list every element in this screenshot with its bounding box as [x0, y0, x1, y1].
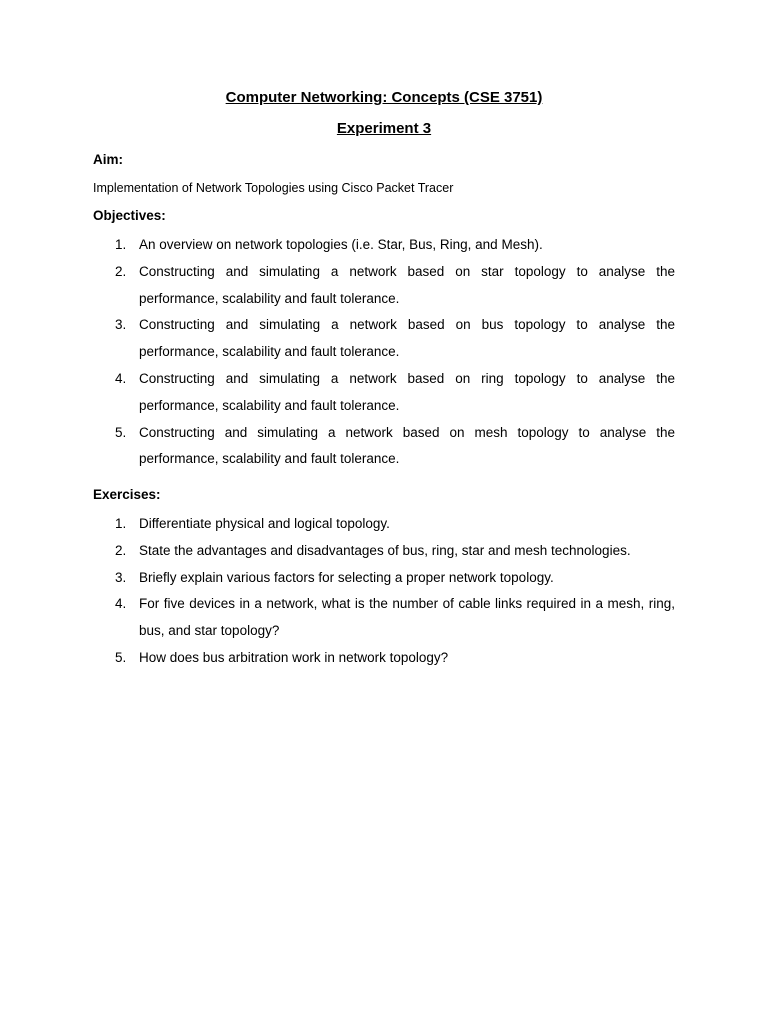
experiment-title: Experiment 3	[336, 120, 432, 137]
exercises-list	[93, 511, 675, 672]
exercise-text: State the advantages and disadvantages of bus, ring, star and mesh technologies.	[139, 542, 631, 558]
exercise-item	[93, 591, 675, 645]
exercise-item	[93, 538, 675, 565]
exercises-heading: Exercises:	[93, 487, 161, 502]
exercise-number: 1.	[115, 516, 127, 531]
exercise-item	[93, 645, 675, 672]
exercise-number: 4.	[115, 596, 127, 612]
course-title: Computer Networking: Concepts (CSE 3751)	[225, 89, 543, 106]
objective-item	[93, 312, 675, 366]
exercise-text: Briefly explain various factors for selecting a proper network topology.	[139, 569, 554, 585]
objective-text: Constructing and simulating a network based on star topology to analyse the performance, scalability and fault tolerance.	[139, 263, 675, 306]
objective-item	[93, 232, 675, 259]
objective-text: An overview on network topologies (i.e. Star, Bus, Ring, and Mesh).	[139, 237, 543, 252]
exercise-number: 3.	[115, 569, 127, 585]
objective-number: 5.	[115, 424, 127, 440]
objective-item	[93, 366, 675, 420]
exercise-text: Differentiate physical and logical topology.	[139, 516, 390, 531]
exercise-text: How does bus arbitration work in network topology?	[139, 649, 449, 665]
objective-number: 3.	[115, 317, 127, 333]
exercise-number: 2.	[115, 542, 127, 558]
exercise-item	[93, 565, 675, 592]
objective-number: 1.	[115, 237, 127, 252]
objectives-heading: Objectives:	[93, 208, 166, 223]
objective-item	[93, 259, 675, 313]
objective-number: 2.	[115, 263, 127, 279]
objective-text: Constructing and simulating a network based on bus topology to analyse the performance, scalability and fault tolerance.	[139, 317, 675, 360]
exercise-item	[93, 511, 675, 538]
objective-item	[93, 420, 675, 474]
exercise-number: 5.	[115, 649, 127, 665]
objective-number: 4.	[115, 370, 127, 386]
exercise-text: For five devices in a network, what is the number of cable links required in a mesh, ring, bus, and star topology?	[139, 596, 675, 639]
objective-text: Constructing and simulating a network based on mesh topology to analyse the performance, scalability and fault tolerance.	[139, 424, 675, 467]
objective-text: Constructing and simulating a network based on ring topology to analyse the performance, scalability and fault tolerance.	[139, 370, 675, 413]
aim-heading: Aim:	[93, 152, 123, 167]
aim-text: Implementation of Network Topologies using Cisco Packet Tracer	[93, 181, 454, 195]
objectives-list	[93, 232, 675, 473]
